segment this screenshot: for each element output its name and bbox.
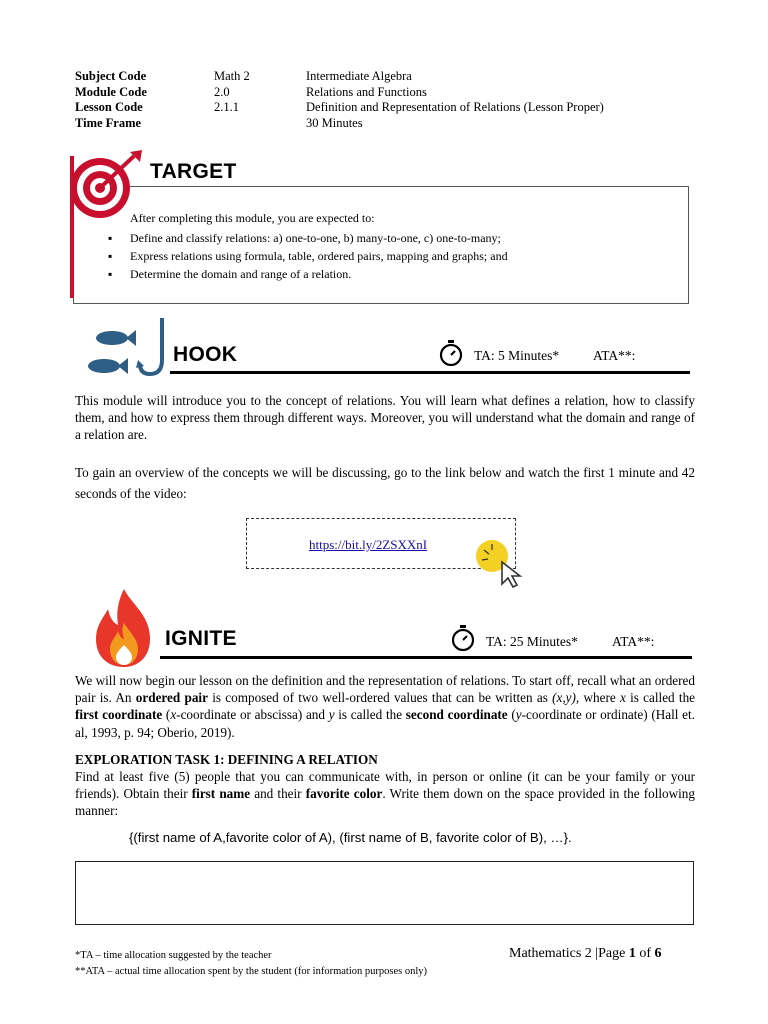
term-ordered-pair: ordered pair [135,690,208,706]
objective-item: ▪ Determine the domain and range of a relation. [108,265,508,283]
ignite-ta-label: TA: 25 Minutes* [486,634,578,649]
text-run: . Write them down on the space provided in the following manner: [75,786,695,819]
objective-item: ▪ Define and classify relations: a) one-to-one, b) many-to-one, c) one-to-many; [108,229,508,247]
lesson-code-desc: Definition and Representation of Relations (Lesson Proper) [306,100,604,115]
hook-title: HOOK [173,343,238,366]
stopwatch-icon [450,624,476,652]
lesson-code-label: Lesson Code [75,100,143,115]
text-run: , where [575,690,620,706]
hook-ata-label: ATA**: [593,348,636,363]
hook-paragraph-2: To gain an overview of the concepts we will be discussing, go to the link below and watch the first 1 minute and 42 seconds of the video: [75,465,695,501]
ignite-ata-label: ATA**: [612,634,655,649]
exploration-task-title: EXPLORATION TASK 1: DEFINING A RELATION [75,752,378,767]
math-y: y [515,707,522,723]
term-favorite-color: favorite color [305,786,383,802]
lesson-code-row [75,100,715,116]
ignite-paragraph [75,672,695,741]
lesson-code-value: 2.1.1 [214,100,239,115]
math-x: x [619,690,626,706]
objective-item: ▪ Express relations using formula, table, ordered pairs, mapping and graphs; and [108,247,508,265]
page-total: 6 [654,946,662,961]
footnote-ata: **ATA – actual time allocation spent by the student (for information purposes only) [75,966,428,977]
video-link[interactable]: https://bit.ly/2ZSXXnI [309,537,428,552]
text-run: Find at least five (5) people that you can communicate with, in person or online (it can be your family or your friends). Obtain their [75,769,695,802]
term-first-coordinate: first coordinate [75,707,163,723]
hook-paragraph-1: This module will introduce you to the concept of relations. You will learn what defines a relation, how to classify them, and how to express them through different ways. Moreover, you will understand what the domain and range of a relation are. [75,393,695,443]
text-run: ( [507,707,516,723]
time-frame-desc: 30 Minutes [306,116,363,131]
text-run: -coordinate or ordinate) (Hall et. al, 1993, p. 94; Oberio, 2019). [75,707,695,740]
target-accent-bar [70,156,74,298]
term-first-name: first name [191,786,251,802]
module-code-row [75,85,715,101]
text-run: -coordinate or abscissa) and [176,707,329,723]
module-code-value: 2.0 [214,84,230,99]
target-title: TARGET [150,160,237,183]
target-intro: After completing this module, you are expected to: [130,211,375,225]
exploration-task-paragraph [75,768,695,820]
subject-code-desc: Intermediate Algebra [306,69,412,83]
subject-code-label: Subject Code [75,69,147,83]
text-run: is composed of two well-ordered values that can be written as [207,690,553,706]
term-second-coordinate: second coordinate [405,707,508,723]
hook-rule [170,371,690,374]
stopwatch-icon [438,339,464,367]
text-run: and their [250,786,306,802]
module-code-label: Module Code [75,84,147,99]
hook-ta-label: TA: 5 Minutes* [474,348,560,363]
subject-code-row [75,69,715,85]
answer-space-box[interactable] [75,861,694,925]
objectives-list [108,229,508,283]
page-of: of [635,946,655,961]
module-info-table [75,69,715,132]
page-number [509,946,662,962]
answer-format: {(first name of A,favorite color of A), (first name of B, favorite color of B), …}. [129,830,572,845]
time-frame-row [75,116,715,132]
footnote-ta: *TA – time allocation suggested by the teacher [75,950,272,961]
text-run: ( [162,707,171,723]
ignite-title: IGNITE [165,627,237,650]
page-prefix: Mathematics 2 |Page [509,946,629,961]
flame-icon [92,587,156,669]
text-run: is called the [625,690,696,706]
module-code-desc: Relations and Functions [306,84,427,99]
math-ordered-pair: (x,y) [552,690,576,706]
math-x: x [170,707,177,723]
fish-hook-icon [82,316,172,382]
text-run: We will now begin our lesson on the definition and the representation of relations. To start off, recall what an ordered pair is. An [75,673,695,706]
click-cursor-icon [474,538,528,588]
text-run: is called the [334,707,406,723]
ignite-rule [160,656,692,659]
subject-code-value: Math 2 [214,69,250,83]
page-current: 1 [628,946,636,961]
time-frame-label: Time Frame [75,116,142,131]
math-y: y [328,707,335,723]
